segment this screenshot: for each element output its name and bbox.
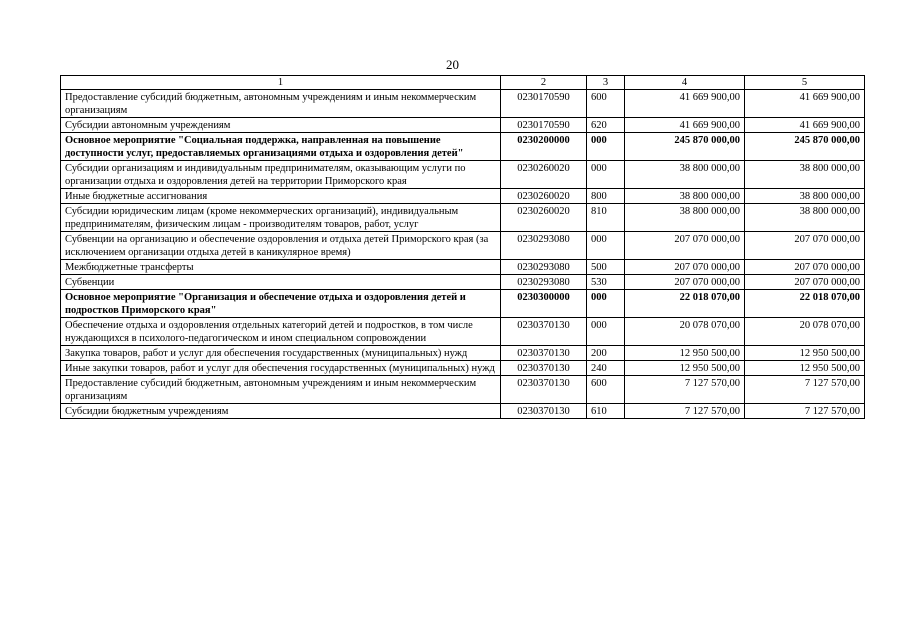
row-amount-col5-cell: 22 018 070,00 bbox=[745, 290, 865, 318]
row-type-cell: 240 bbox=[587, 361, 625, 376]
row-name-cell: Субвенции на организацию и обеспечение оздоровления и отдыха детей Приморского края (за исключением организации отдыха детей в каникулярное время) bbox=[61, 232, 501, 260]
row-code-cell: 0230293080 bbox=[501, 275, 587, 290]
budget-table bbox=[60, 75, 865, 419]
row-code-cell: 0230300000 bbox=[501, 290, 587, 318]
row-amount-col4-cell: 12 950 500,00 bbox=[625, 361, 745, 376]
row-amount-col5-cell: 38 800 000,00 bbox=[745, 204, 865, 232]
row-amount-col5-cell: 207 070 000,00 bbox=[745, 260, 865, 275]
table-row bbox=[61, 204, 865, 232]
row-name-cell: Субсидии автономным учреждениям bbox=[61, 118, 501, 133]
row-amount-col5-cell: 207 070 000,00 bbox=[745, 232, 865, 260]
row-code-cell: 0230170590 bbox=[501, 118, 587, 133]
row-type-cell: 500 bbox=[587, 260, 625, 275]
row-code-cell: 0230370130 bbox=[501, 361, 587, 376]
row-code-cell: 0230370130 bbox=[501, 346, 587, 361]
row-amount-col4-cell: 38 800 000,00 bbox=[625, 204, 745, 232]
table-row bbox=[61, 290, 865, 318]
row-amount-col5-cell: 12 950 500,00 bbox=[745, 361, 865, 376]
row-code-cell: 0230370130 bbox=[501, 376, 587, 404]
row-name-cell: Межбюджетные трансферты bbox=[61, 260, 501, 275]
row-type-cell: 200 bbox=[587, 346, 625, 361]
row-amount-col4-cell: 207 070 000,00 bbox=[625, 275, 745, 290]
column-header: 1 bbox=[61, 76, 501, 90]
row-amount-col4-cell: 20 078 070,00 bbox=[625, 318, 745, 346]
table-row bbox=[61, 161, 865, 189]
row-name-cell: Закупка товаров, работ и услуг для обеспечения государственных (муниципальных) нужд bbox=[61, 346, 501, 361]
column-header: 2 bbox=[501, 76, 587, 90]
row-name-cell: Предоставление субсидий бюджетным, автономным учреждениям и иным некоммерческим организациям bbox=[61, 90, 501, 118]
table-row bbox=[61, 318, 865, 346]
table-body bbox=[61, 90, 865, 419]
row-type-cell: 810 bbox=[587, 204, 625, 232]
row-type-cell: 000 bbox=[587, 232, 625, 260]
table-row bbox=[61, 90, 865, 118]
row-name-cell: Субсидии юридическим лицам (кроме некоммерческих организаций), индивидуальным предпринимателям, физическим лицам - производителям товаров, работ, услуг bbox=[61, 204, 501, 232]
table-row bbox=[61, 118, 865, 133]
row-type-cell: 600 bbox=[587, 90, 625, 118]
row-amount-col5-cell: 38 800 000,00 bbox=[745, 189, 865, 204]
row-amount-col5-cell: 12 950 500,00 bbox=[745, 346, 865, 361]
row-amount-col5-cell: 245 870 000,00 bbox=[745, 133, 865, 161]
row-code-cell: 0230260020 bbox=[501, 161, 587, 189]
column-header: 3 bbox=[587, 76, 625, 90]
row-amount-col5-cell: 7 127 570,00 bbox=[745, 376, 865, 404]
table-row bbox=[61, 361, 865, 376]
row-amount-col4-cell: 41 669 900,00 bbox=[625, 118, 745, 133]
row-amount-col4-cell: 245 870 000,00 bbox=[625, 133, 745, 161]
row-type-cell: 620 bbox=[587, 118, 625, 133]
row-name-cell: Субсидии бюджетным учреждениям bbox=[61, 404, 501, 419]
table-row bbox=[61, 275, 865, 290]
row-amount-col4-cell: 207 070 000,00 bbox=[625, 232, 745, 260]
row-type-cell: 530 bbox=[587, 275, 625, 290]
row-name-cell: Основное мероприятие "Социальная поддержка, направленная на повышение доступности услуг, предоставляемых организациями отдыха и оздоровления детей" bbox=[61, 133, 501, 161]
row-amount-col5-cell: 20 078 070,00 bbox=[745, 318, 865, 346]
row-type-cell: 000 bbox=[587, 133, 625, 161]
row-amount-col5-cell: 7 127 570,00 bbox=[745, 404, 865, 419]
column-header: 5 bbox=[745, 76, 865, 90]
row-amount-col4-cell: 38 800 000,00 bbox=[625, 161, 745, 189]
row-type-cell: 000 bbox=[587, 290, 625, 318]
row-code-cell: 0230260020 bbox=[501, 204, 587, 232]
row-amount-col5-cell: 207 070 000,00 bbox=[745, 275, 865, 290]
row-name-cell: Субсидии организациям и индивидуальным предпринимателям, оказывающим услуги по организации отдыха и оздоровления детей на территории Приморского края bbox=[61, 161, 501, 189]
row-type-cell: 000 bbox=[587, 318, 625, 346]
table-row bbox=[61, 133, 865, 161]
row-amount-col5-cell: 38 800 000,00 bbox=[745, 161, 865, 189]
table-row bbox=[61, 404, 865, 419]
row-amount-col4-cell: 7 127 570,00 bbox=[625, 404, 745, 419]
row-amount-col4-cell: 41 669 900,00 bbox=[625, 90, 745, 118]
row-code-cell: 0230370130 bbox=[501, 318, 587, 346]
row-amount-col4-cell: 7 127 570,00 bbox=[625, 376, 745, 404]
table-row bbox=[61, 376, 865, 404]
table-row bbox=[61, 189, 865, 204]
row-type-cell: 600 bbox=[587, 376, 625, 404]
table-row bbox=[61, 260, 865, 275]
row-code-cell: 0230293080 bbox=[501, 260, 587, 275]
row-code-cell: 0230200000 bbox=[501, 133, 587, 161]
table-row bbox=[61, 232, 865, 260]
row-type-cell: 000 bbox=[587, 161, 625, 189]
row-amount-col4-cell: 207 070 000,00 bbox=[625, 260, 745, 275]
row-name-cell: Субвенции bbox=[61, 275, 501, 290]
row-amount-col4-cell: 22 018 070,00 bbox=[625, 290, 745, 318]
row-amount-col5-cell: 41 669 900,00 bbox=[745, 90, 865, 118]
row-amount-col4-cell: 38 800 000,00 bbox=[625, 189, 745, 204]
row-name-cell: Предоставление субсидий бюджетным, автономным учреждениям и иным некоммерческим организациям bbox=[61, 376, 501, 404]
row-code-cell: 0230260020 bbox=[501, 189, 587, 204]
row-code-cell: 0230170590 bbox=[501, 90, 587, 118]
row-name-cell: Обеспечение отдыха и оздоровления отдельных категорий детей и подростков, в том числе нуждающихся в психолого-педагогическом и ином специальном сопровождении bbox=[61, 318, 501, 346]
row-amount-col4-cell: 12 950 500,00 bbox=[625, 346, 745, 361]
row-name-cell: Иные бюджетные ассигнования bbox=[61, 189, 501, 204]
table-header-row bbox=[61, 76, 865, 90]
row-name-cell: Иные закупки товаров, работ и услуг для обеспечения государственных (муниципальных) нужд bbox=[61, 361, 501, 376]
row-code-cell: 0230370130 bbox=[501, 404, 587, 419]
row-type-cell: 610 bbox=[587, 404, 625, 419]
row-name-cell: Основное мероприятие "Организация и обеспечение отдыха и оздоровления детей и подростков Приморского края" bbox=[61, 290, 501, 318]
row-type-cell: 800 bbox=[587, 189, 625, 204]
column-header: 4 bbox=[625, 76, 745, 90]
row-amount-col5-cell: 41 669 900,00 bbox=[745, 118, 865, 133]
row-code-cell: 0230293080 bbox=[501, 232, 587, 260]
table-row bbox=[61, 346, 865, 361]
page-number: 20 bbox=[446, 57, 459, 72]
